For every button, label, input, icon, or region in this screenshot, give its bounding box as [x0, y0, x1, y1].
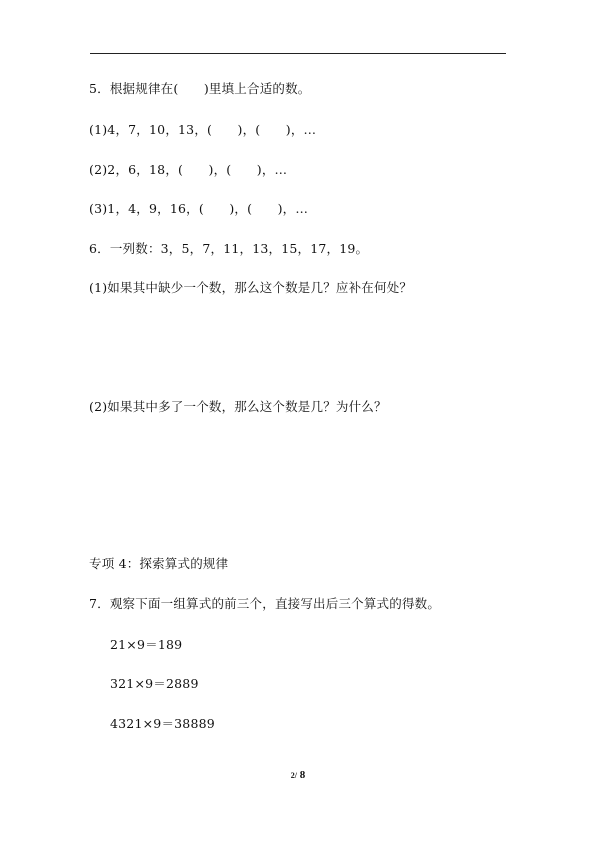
q6-item-2: (2)如果其中多了一个数，那么这个数是几？为什么？ — [89, 399, 387, 414]
q5-title: 5．根据规律在( )里填上合适的数。 — [89, 81, 311, 96]
page-current: 2 — [290, 771, 295, 780]
q5-item-3: (3)1，4，9，16，( )，( )，… — [89, 201, 309, 216]
q5-item-2: (2)2，6，18，( )，( )，… — [89, 162, 288, 177]
page-total: 8 — [299, 769, 306, 781]
q5-item-1: (1)4，7，10，13，( )，( )，… — [89, 122, 317, 137]
q7-title: 7．观察下面一组算式的前三个，直接写出后三个算式的得数。 — [89, 596, 441, 611]
q7-equation-2: 321×9＝2889 — [110, 676, 199, 691]
section-4-title: 专项 4：探索算式的规律 — [89, 556, 229, 571]
q6-item-1: (1)如果其中缺少一个数，那么这个数是几？应补在何处？ — [89, 280, 413, 295]
q7-equation-3: 4321×9＝38889 — [110, 716, 215, 731]
q6-title: 6．一列数：3，5，7，11，13，15，17，19。 — [89, 241, 369, 256]
header-rule — [90, 53, 506, 54]
page-number — [0, 769, 596, 781]
page-separator: / — [294, 771, 297, 780]
q7-equation-1: 21×9＝189 — [110, 637, 183, 652]
